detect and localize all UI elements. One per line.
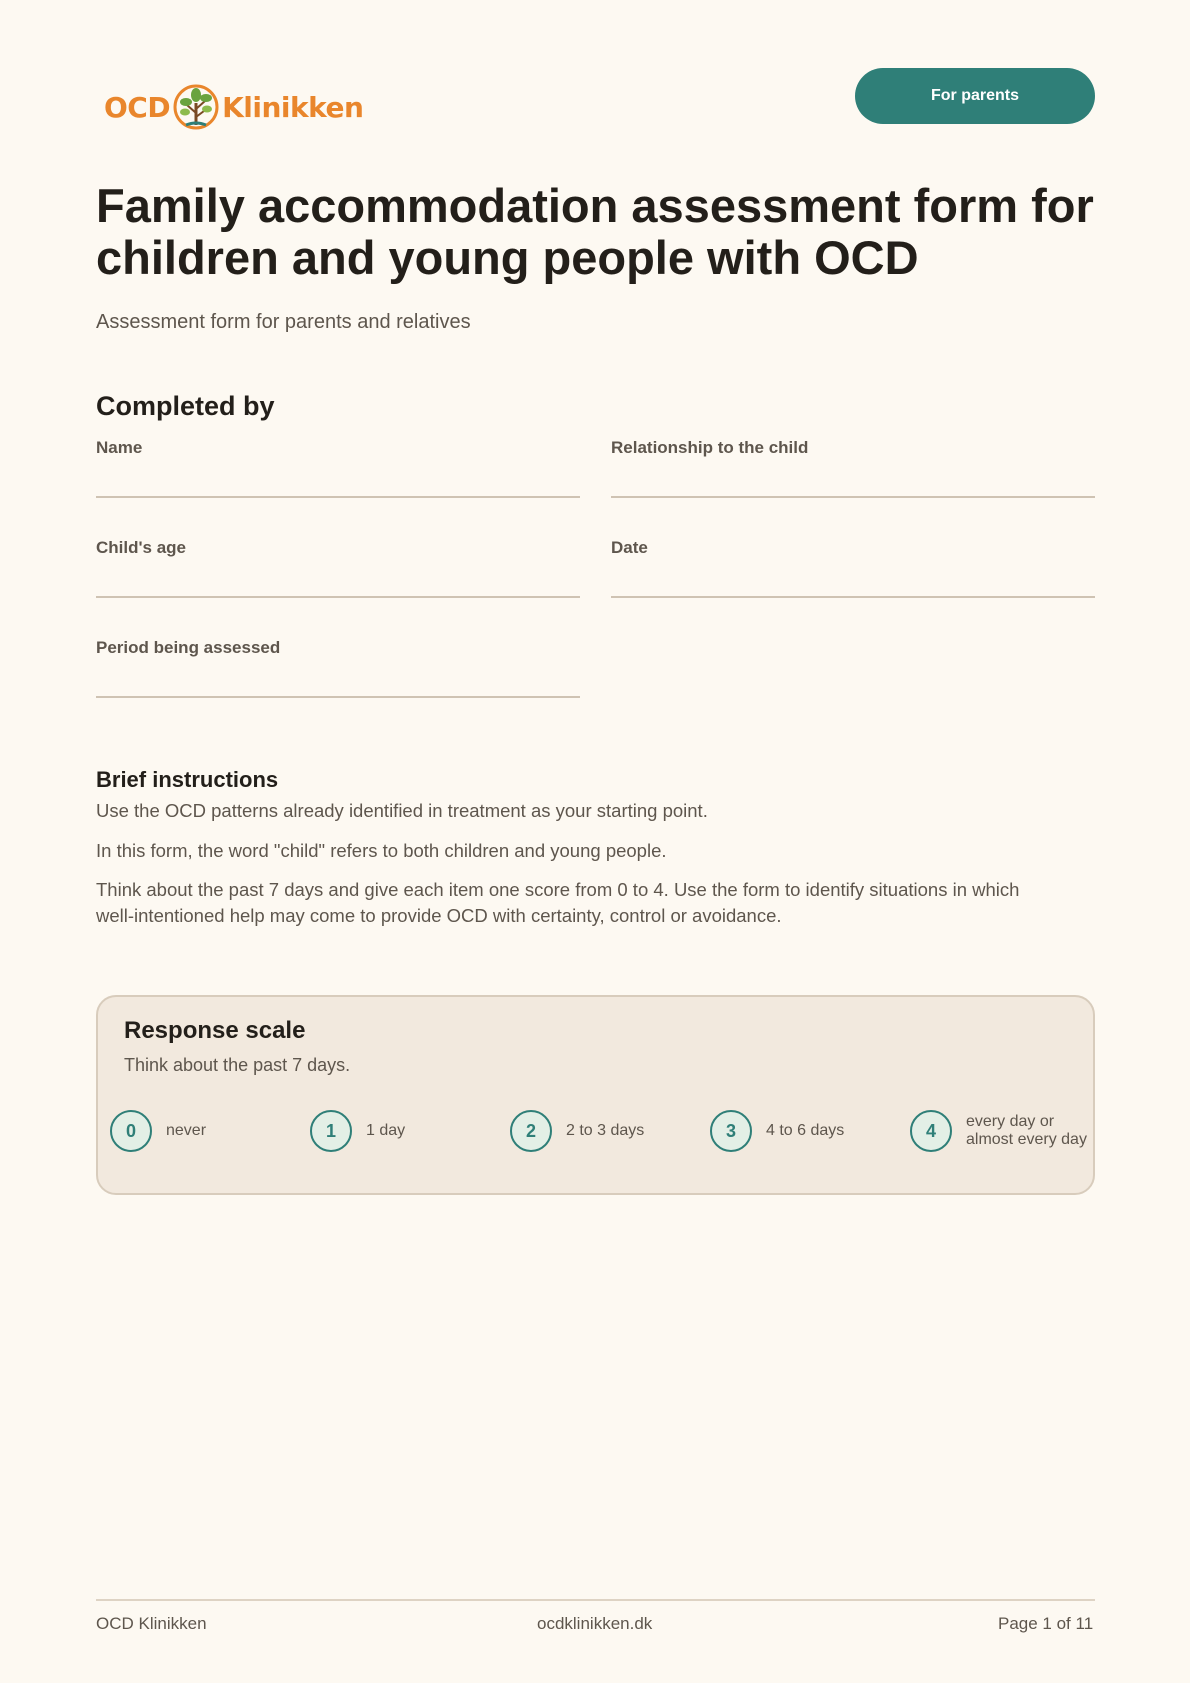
relationship-field[interactable] bbox=[611, 438, 1095, 498]
scale-item-4 bbox=[910, 1110, 1087, 1152]
scale-score-badge: 4 bbox=[910, 1110, 952, 1152]
for-parents-badge: For parents bbox=[855, 68, 1095, 124]
footer-page-number: Page 1 of 11 bbox=[998, 1614, 1094, 1633]
relationship-field-label: Relationship to the child bbox=[611, 438, 809, 457]
instructions-heading: Brief instructions bbox=[96, 767, 279, 792]
footer-divider bbox=[96, 1599, 1095, 1601]
page-subtitle: Assessment form for parents and relatives bbox=[96, 311, 471, 333]
scale-score-badge: 1 bbox=[310, 1110, 352, 1152]
scale-label: every day or almost every day bbox=[966, 1113, 1087, 1148]
instruction-paragraph: In this form, the word "child" refers to both children and young people. bbox=[96, 840, 667, 861]
logo-text-ocd: OCD bbox=[104, 90, 171, 124]
scale-score-badge: 3 bbox=[710, 1110, 752, 1152]
ocd-klinikken-logo[interactable] bbox=[104, 80, 363, 134]
response-scale-box bbox=[96, 995, 1095, 1195]
childs-age-field[interactable] bbox=[96, 538, 580, 598]
scale-score-badge: 2 bbox=[510, 1110, 552, 1152]
logo-text-klinikken: Klinikken bbox=[222, 90, 364, 124]
tree-logo-icon bbox=[172, 81, 220, 133]
footer-organization: OCD Klinikken bbox=[96, 1614, 207, 1633]
date-field[interactable] bbox=[611, 538, 1095, 598]
name-field-label: Name bbox=[96, 438, 143, 457]
scale-score-badge: 0 bbox=[110, 1110, 152, 1152]
scale-label: never bbox=[166, 1122, 207, 1139]
instruction-paragraph: Use the OCD patterns already identified in treatment as your starting point. bbox=[96, 800, 708, 821]
response-scale-subheading: Think about the past 7 days. bbox=[124, 1055, 351, 1075]
completed-by-heading: Completed by bbox=[96, 391, 275, 421]
instruction-paragraph: Think about the past 7 days and give each item one score from 0 to 4. Use the form to identify situations in which well-intentioned help may come to provide OCD with certainty, control or avoidance. bbox=[96, 879, 1020, 926]
period-field[interactable] bbox=[96, 638, 580, 698]
scale-label: 2 to 3 days bbox=[566, 1122, 645, 1139]
childs-age-field-label: Child's age bbox=[96, 538, 187, 557]
footer-website-link[interactable]: ocdklinikken.dk bbox=[537, 1614, 653, 1633]
scale-label: 1 day bbox=[366, 1122, 406, 1139]
response-scale-heading: Response scale bbox=[124, 1017, 306, 1044]
scale-item-0 bbox=[110, 1110, 206, 1152]
scale-item-1 bbox=[310, 1110, 405, 1152]
name-field[interactable] bbox=[96, 438, 580, 498]
scale-label: 4 to 6 days bbox=[766, 1122, 845, 1139]
period-field-label: Period being assessed bbox=[96, 638, 281, 657]
scale-item-3 bbox=[710, 1110, 844, 1152]
page-title: Family accommodation assessment form for children and young people with OCD bbox=[96, 179, 1094, 284]
date-field-label: Date bbox=[611, 538, 648, 557]
scale-item-2 bbox=[510, 1110, 644, 1152]
